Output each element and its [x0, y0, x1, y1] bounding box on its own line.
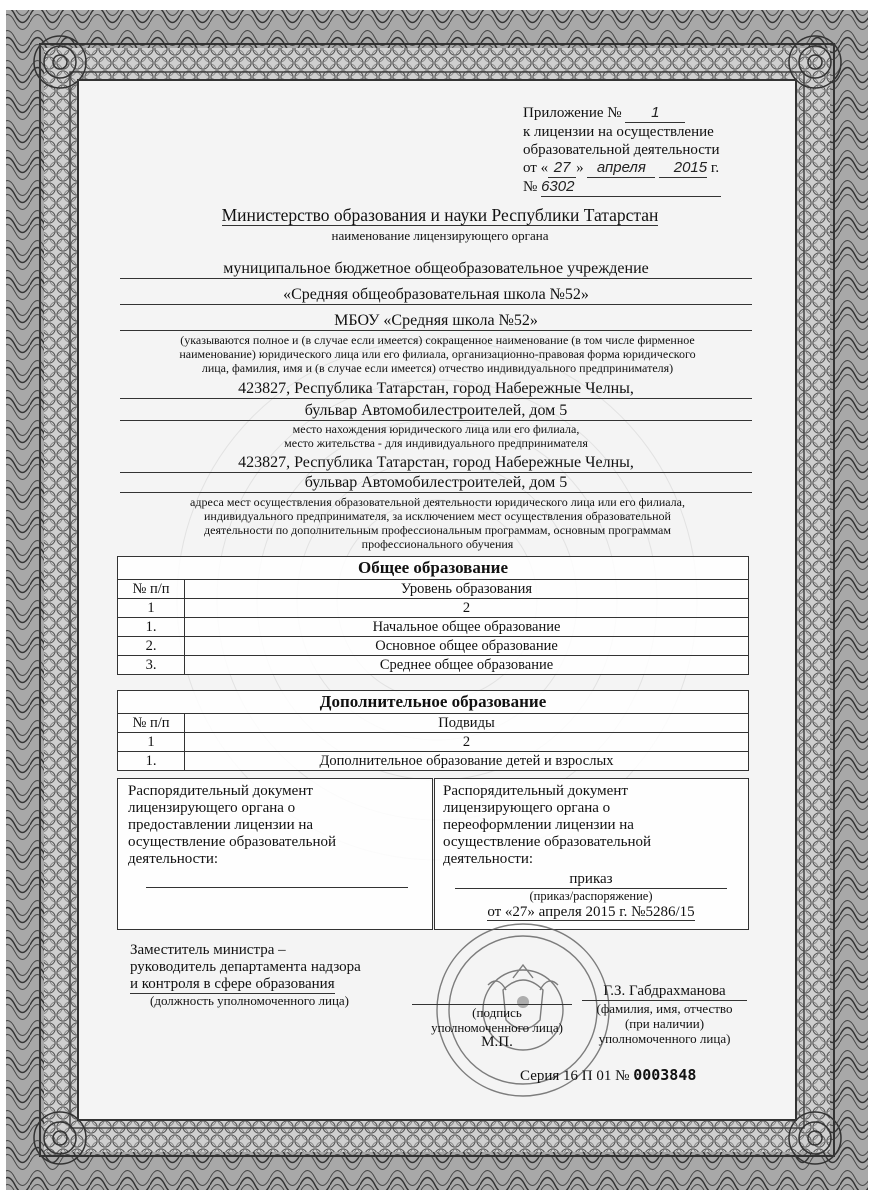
authority-name [120, 205, 760, 225]
right-box-line5: деятельности: [443, 851, 534, 867]
left-box-line5: деятельности: [128, 851, 219, 867]
left-box-line3: предоставлении лицензии на [128, 817, 314, 833]
position-line2: руководитель департамента надзора [130, 959, 361, 975]
additional-education-title: Дополнительное образование [118, 691, 748, 714]
serial-label: Серия [520, 1068, 560, 1084]
reissue-document-box [434, 778, 749, 930]
stamp-mark: М.П. [481, 1034, 513, 1050]
position-line3: и контроля в сфере образования [130, 976, 335, 992]
table-row [118, 656, 748, 674]
activity-caption-line4: профессионального обучения [361, 537, 514, 551]
location-caption [120, 422, 752, 450]
authority-caption: наименование лицензирующего органа [331, 228, 549, 243]
row-number: 1. [118, 618, 185, 636]
signatory-name: Г.З. Габдрахманова [582, 982, 747, 1001]
appendix-number: 1 [625, 104, 685, 123]
signature-block [412, 1003, 582, 1050]
row-subtype: Дополнительное образование детей и взрослых [319, 753, 614, 769]
date-day: 27 [548, 159, 576, 178]
additional-education-table [117, 690, 749, 771]
date-year: 2015 [659, 159, 707, 178]
name-caption-line3: уполномоченного лица) [598, 1031, 731, 1046]
grant-document-box [117, 778, 433, 930]
org-caption [110, 333, 765, 375]
right-box-line4: осуществление образовательной [443, 834, 651, 850]
order-date-number [455, 904, 727, 921]
location-line1: 423827, Республика Татарстан, город Набережные Челны, [120, 380, 752, 399]
left-box-line1: Распорядительный документ [128, 783, 313, 799]
serial-value: 0003848 [633, 1066, 697, 1084]
row-level: Основное общее образование [375, 638, 558, 654]
row-number: 1. [118, 752, 185, 770]
col-subtype-header: Подвиды [438, 715, 495, 731]
date-month: апреля [587, 159, 655, 178]
activity-line1: 423827, Республика Татарстан, город Набережные Челны, [120, 454, 752, 473]
signatory-name-block [582, 982, 747, 1046]
row-number: 3. [118, 656, 185, 674]
appendix-line3: образовательной деятельности [523, 142, 720, 158]
sign-caption-line1: (подпись [472, 1005, 522, 1020]
table-numbering-row [118, 599, 748, 618]
org-short-name: МБОУ «Средняя школа №52» [120, 312, 752, 331]
right-box-line1: Распорядительный документ [443, 783, 628, 799]
activity-caption-line1: адреса мест осуществления образовательной деятельности юридического лица или его филиала, [190, 495, 685, 509]
table-row [118, 618, 748, 637]
table-row [118, 752, 748, 770]
org-caption-line2: наименование) юридического лица или его филиала, организационно-правовая форма юридического [179, 347, 696, 361]
row-number: 2. [118, 637, 185, 655]
serial-series: 16 П 01 [563, 1068, 612, 1084]
activity-line2: бульвар Автомобилестроителей, дом 5 [120, 474, 752, 493]
table-header-row [118, 580, 748, 599]
name-caption-line2: (при наличии) [624, 1016, 705, 1031]
numbering-cell: 2 [462, 600, 471, 616]
location-caption-line2: место жительства - для индивидуального предпринимателя [284, 436, 588, 450]
org-line2: «Средняя общеобразовательная школа №52» [120, 286, 752, 305]
org-caption-line1: (указываются полное и (в случае если имеется) сокращенное наименование (в том числе фирменное [180, 333, 695, 347]
col-level-header: Уровень образования [400, 581, 533, 597]
order-type: приказ [455, 871, 727, 889]
location-line2: бульвар Автомобилестроителей, дом 5 [120, 402, 752, 421]
table-header-row [118, 714, 748, 733]
serial-no-label: № [615, 1068, 630, 1084]
date-year-suffix: г. [710, 160, 720, 176]
order-type-caption: (приказ/распоряжение) [529, 889, 653, 903]
location-caption-line1: место нахождения юридического лица или его филиала, [292, 422, 580, 436]
left-box-line2: лицензирующего органа о [128, 800, 296, 816]
row-level: Начальное общее образование [372, 619, 561, 635]
numbering-cell: 2 [462, 734, 471, 750]
date-prefix: от « [523, 160, 549, 176]
general-education-table [117, 556, 749, 675]
sign-caption-line2: уполномоченного лица) [431, 1020, 563, 1035]
right-box-line3: переоформлении лицензии на [443, 817, 634, 833]
authority-name-text: Министерство образования и науки Республики Татарстан [221, 205, 659, 225]
numbering-cell: 1 [118, 733, 185, 751]
serial-number [520, 1066, 760, 1085]
col-number-header: № п/п [118, 580, 185, 598]
order-date-number-text: от «27» апреля 2015 г. №5286/15 [487, 904, 695, 920]
appendix-line2: к лицензии на осуществление [523, 124, 714, 140]
appendix-header [523, 104, 753, 197]
appendix-label: Приложение № [523, 105, 622, 121]
grant-document-blank-line [146, 887, 408, 888]
numbering-cell: 1 [118, 599, 185, 617]
position-caption: (должность уполномоченного лица) [150, 993, 350, 1008]
org-line1: муниципальное бюджетное общеобразовательное учреждение [120, 260, 752, 279]
name-caption-line1: (фамилия, имя, отчество [596, 1001, 733, 1016]
col-number-header: № п/п [118, 714, 185, 732]
right-box-line2: лицензирующего органа о [443, 800, 611, 816]
org-caption-line3: лица, фамилия, имя и (в случае если имеется) отчество индивидуального предпринимателя) [201, 361, 674, 375]
signatory-position [130, 942, 410, 1008]
date-mid: » [576, 160, 584, 176]
left-box-line4: осуществление образовательной [128, 834, 336, 850]
general-education-title: Общее образование [118, 557, 748, 580]
position-line1: Заместитель министра – [130, 942, 286, 958]
license-number: 6302 [541, 178, 721, 197]
table-numbering-row [118, 733, 748, 752]
row-level: Среднее общее образование [379, 657, 554, 673]
activity-caption-line2: индивидуального предпринимателя, за исключением мест осуществления образовательной [204, 509, 671, 523]
activity-caption-line3: деятельности по дополнительным профессиональным программам, основным программам [204, 523, 671, 537]
table-row [118, 637, 748, 656]
license-no-label: № [523, 179, 538, 195]
activity-caption [110, 495, 765, 551]
